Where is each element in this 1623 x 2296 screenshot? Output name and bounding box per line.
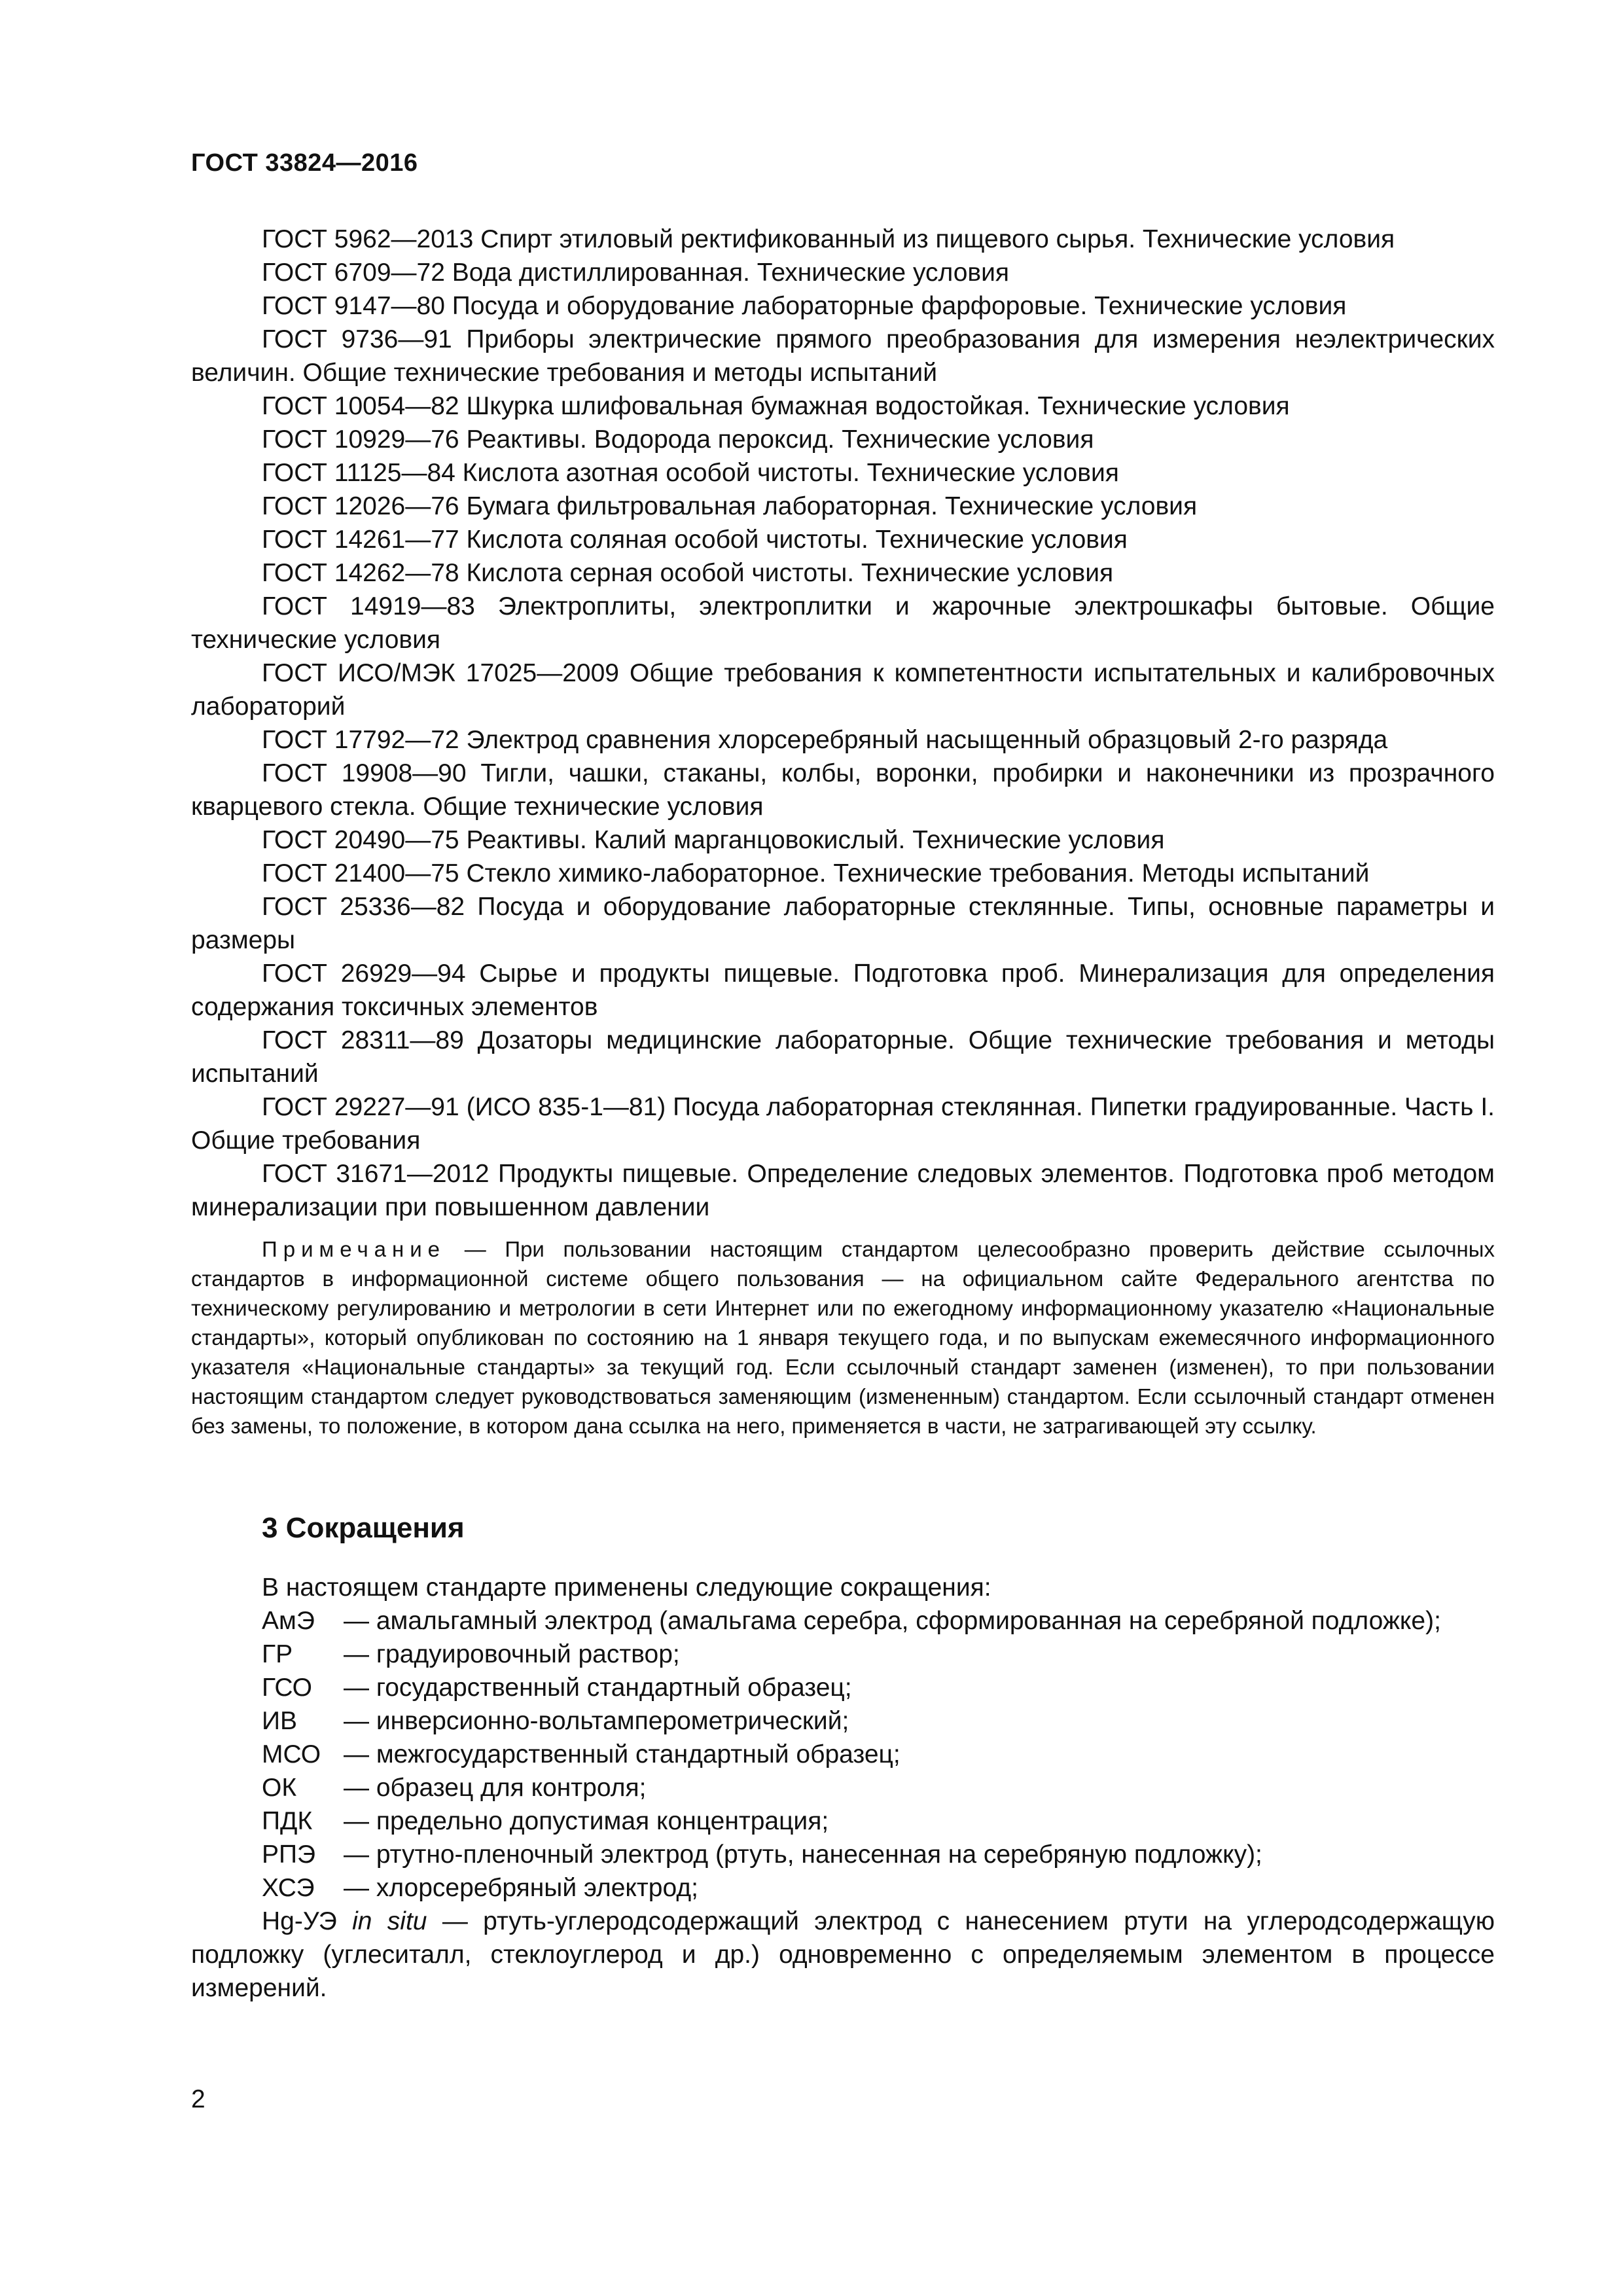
abbreviation-definition: — образец для контроля; — [344, 1774, 647, 1802]
reference-item: ГОСТ 29227—91 (ИСО 835-1—81) Посуда лабораторная стеклянная. Пипетки градуированные. Часть I. Общие требования — [191, 1093, 1495, 1155]
reference-item: ГОСТ 9147—80 Посуда и оборудование лабораторные фарфоровые. Технические условия — [262, 292, 1347, 320]
reference-item: ГОСТ 5962—2013 Спирт этиловый ректификованный из пищевого сырья. Технические условия — [262, 225, 1395, 253]
abbreviations-intro: В настоящем стандарте применены следующие сокращения: — [262, 1573, 991, 1602]
abbreviation-item — [191, 1871, 1495, 1905]
abbreviation-definition: — хлорсеребряный электрод; — [344, 1874, 698, 1902]
abbreviation-definition: — государственный стандартный образец; — [344, 1674, 852, 1702]
abbreviation-item — [191, 1838, 1495, 1871]
abbreviation-term: ИВ — [262, 1707, 298, 1735]
abbreviation-item — [191, 1671, 1495, 1704]
abbreviation-definition: — предельно допустимая концентрация; — [344, 1807, 829, 1835]
abbreviation-definition: — ртуть-углеродсодержащий электрод с нанесением ртути на углеродсодержащую подложку (углеситалл, стеклоуглерод и др.) одновременно с определяемым элементом в процессе измерений. — [191, 1907, 1495, 2002]
reference-item: ГОСТ 6709—72 Вода дистиллированная. Технические условия — [262, 259, 1010, 287]
abbreviation-item — [191, 1804, 1495, 1838]
abbreviation-term-italic: in situ — [352, 1907, 427, 1935]
reference-item: ГОСТ ИСО/МЭК 17025—2009 Общие требования к компетентности испытательных и калибровочных лабораторий — [191, 659, 1495, 721]
note-label: Примечание — [262, 1237, 446, 1261]
reference-item: ГОСТ 14919—83 Электроплиты, электроплитки и жарочные электрошкафы бытовые. Общие технические условия — [191, 592, 1495, 654]
abbreviation-definition: — межгосударственный стандартный образец; — [344, 1740, 901, 1768]
abbreviation-definition: — ртутно-пленочный электрод (ртуть, нанесенная на серебряную подложку); — [344, 1840, 1262, 1869]
abbreviation-term: ХСЭ — [262, 1874, 315, 1902]
reference-item: ГОСТ 10054—82 Шкурка шлифовальная бумажная водостойкая. Технические условия — [262, 392, 1290, 420]
abbreviation-term: РПЭ — [262, 1840, 316, 1869]
abbreviation-term: АмЭ — [262, 1607, 315, 1635]
reference-item: ГОСТ 31671—2012 Продукты пищевые. Определение следовых элементов. Подготовка проб методом минерализации при повышенном давлении — [191, 1160, 1495, 1221]
page-number: 2 — [191, 2085, 205, 2113]
abbreviation-term: ПДК — [262, 1807, 313, 1835]
note-paragraph — [191, 1234, 1495, 1441]
abbreviations-section — [191, 1571, 1495, 2005]
reference-item: ГОСТ 11125—84 Кислота азотная особой чистоты. Технические условия — [262, 459, 1119, 487]
abbreviation-item — [191, 1604, 1495, 1638]
abbreviation-term: ГСО — [262, 1674, 313, 1702]
abbreviation-definition: — амальгамный электрод (амальгама серебра, сформированная на серебряной подложке); — [344, 1607, 1441, 1635]
reference-item: ГОСТ 14262—78 Кислота серная особой чистоты. Технические условия — [262, 559, 1114, 587]
document-header: ГОСТ 33824—2016 — [191, 149, 418, 177]
reference-item: ГОСТ 9736—91 Приборы электрические прямого преобразования для измерения неэлектрических величин. Общие технические требования и методы испытаний — [191, 325, 1495, 387]
abbreviation-definition: — инверсионно-вольтамперометрический; — [344, 1707, 849, 1735]
reference-item: ГОСТ 10929—76 Реактивы. Водорода пероксид. Технические условия — [262, 425, 1094, 454]
reference-item: ГОСТ 28311—89 Дозаторы медицинские лабораторные. Общие технические требования и методы испытаний — [191, 1026, 1495, 1088]
abbreviation-term: ГР — [262, 1640, 293, 1668]
abbreviation-term: Hg-УЭ — [262, 1907, 337, 1935]
reference-item: ГОСТ 17792—72 Электрод сравнения хлорсеребряный насыщенный образцовый 2-го разряда — [262, 726, 1388, 754]
reference-item: ГОСТ 14261—77 Кислота соляная особой чистоты. Технические условия — [262, 526, 1128, 554]
abbreviation-item — [191, 1638, 1495, 1671]
reference-item: ГОСТ 19908—90 Тигли, чашки, стаканы, колбы, воронки, пробирки и наконечники из прозрачного кварцевого стекла. Общие технические условия — [191, 759, 1495, 821]
abbreviation-term: МСО — [262, 1740, 321, 1768]
abbreviation-item — [191, 1771, 1495, 1804]
reference-item: ГОСТ 12026—76 Бумага фильтровальная лабораторная. Технические условия — [262, 492, 1198, 520]
reference-item: ГОСТ 20490—75 Реактивы. Калий марганцовокислый. Технические условия — [262, 826, 1165, 854]
reference-item: ГОСТ 26929—94 Сырье и продукты пищевые. Подготовка проб. Минерализация для определения содержания токсичных элементов — [191, 960, 1495, 1021]
section-title: 3 Сокращения — [262, 1512, 465, 1544]
abbreviation-item — [191, 1738, 1495, 1771]
abbreviation-item — [191, 1704, 1495, 1738]
abbreviation-item-hg-ue — [191, 1905, 1495, 2005]
note-text: — При пользовании настоящим стандартом целесообразно проверить действие ссылочных стандартов в информационной системе общего пользования — на официальном сайте Федерального агентства по техническому регулированию и метрологии в сети Интернет или по ежегодному информационному указателю «Национальные стандарты», который опубликован по состоянию на 1 января текущего года, и по выпускам ежемесячного информационного указателя «Национальные стандарты» за текущий год. Если ссылочный стандарт заменен (изменен), то при пользовании настоящим стандартом следует руководствоваться заменяющим (измененным) стандартом. Если ссылочный стандарт отменен без замены, то положение, в котором дана ссылка на него, применяется в части, не затрагивающей эту ссылку. — [191, 1237, 1495, 1438]
abbreviation-term: ОК — [262, 1774, 297, 1802]
reference-item: ГОСТ 25336—82 Посуда и оборудование лабораторные стеклянные. Типы, основные параметры и размеры — [191, 893, 1495, 954]
normative-references-list — [191, 223, 1495, 1224]
abbreviation-definition: — градуировочный раствор; — [344, 1640, 680, 1668]
reference-item: ГОСТ 21400—75 Стекло химико-лабораторное. Технические требования. Методы испытаний — [262, 859, 1370, 888]
